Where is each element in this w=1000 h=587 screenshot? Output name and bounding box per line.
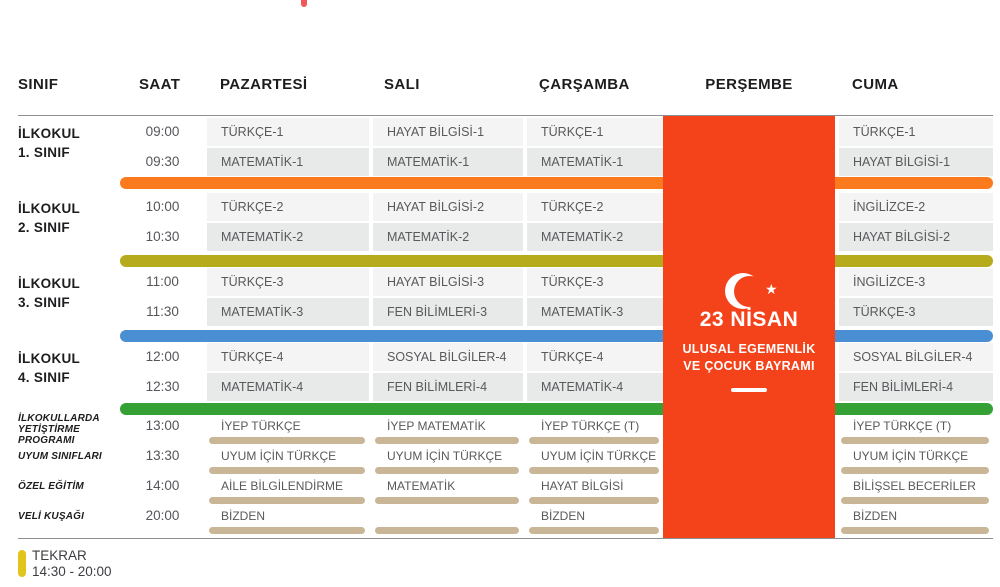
day-header-sali: SALI xyxy=(384,76,420,93)
group-label xyxy=(18,274,128,312)
time-cell: 09:30 xyxy=(145,154,180,169)
star-glyph: ★ xyxy=(765,281,778,297)
group-label-line: 2. SINIF xyxy=(18,220,70,235)
lesson-cell: HAYAT BİLGİSİ-1 xyxy=(373,118,523,146)
group-label-line: İLKOKUL xyxy=(18,126,81,141)
banner-subtitle-line2: VE ÇOCUK BAYRAMI xyxy=(683,359,815,373)
repeat-underline-bar xyxy=(841,497,989,504)
program-label-line: UYUM SINIFLARI xyxy=(18,451,102,462)
lesson-cell: TÜRKÇE-1 xyxy=(527,118,663,146)
lesson-cell xyxy=(373,505,523,527)
lesson-cell: MATEMATİK-1 xyxy=(373,148,523,176)
lesson-cell: HAYAT BİLGİSİ-3 xyxy=(373,268,523,296)
group-label-line: 3. SINIF xyxy=(18,295,70,310)
time-cell: 09:00 xyxy=(145,124,180,139)
banner-dash xyxy=(731,388,767,392)
legend-time-range: 14:30 - 20:00 xyxy=(32,564,112,579)
time-cell: 11:00 xyxy=(146,274,179,289)
group-label xyxy=(18,124,128,162)
day-header-carsamba: ÇARŞAMBA xyxy=(539,76,630,93)
lesson-cell: TÜRKÇE-3 xyxy=(527,268,663,296)
lesson-cell: MATEMATİK xyxy=(387,479,456,493)
group-label-line: 4. SINIF xyxy=(18,370,70,385)
legend-color-swatch xyxy=(18,550,26,577)
lesson-cell: MATEMATİK-2 xyxy=(373,223,523,251)
lesson-cell: MATEMATİK-4 xyxy=(527,373,663,401)
lesson-cell: İNGİLİZCE-2 xyxy=(839,193,993,221)
logo-remnant-icon xyxy=(301,0,307,7)
lesson-cell: HAYAT BİLGİSİ xyxy=(541,479,624,493)
repeat-underline-bar xyxy=(209,527,365,534)
group-divider-bar xyxy=(120,255,993,267)
lesson-cell: HAYAT BİLGİSİ-1 xyxy=(839,148,993,176)
banner-subtitle-line1: ULUSAL EGEMENLİK xyxy=(682,342,816,356)
footer-divider-line xyxy=(18,538,993,539)
day-header-pazartesi: PAZARTESİ xyxy=(220,76,308,93)
lesson-cell: FEN BİLİMLERİ-4 xyxy=(839,373,993,401)
lesson-cell: UYUM İÇİN TÜRKÇE xyxy=(221,449,337,463)
lesson-cell: İYEP MATEMATİK xyxy=(387,419,486,433)
lesson-cell: MATEMATİK-2 xyxy=(527,223,663,251)
lesson-cell: İYEP TÜRKÇE (T) xyxy=(853,419,952,433)
repeat-underline-bar xyxy=(841,527,989,534)
time-cell: 20:00 xyxy=(145,508,180,523)
lesson-cell: MATEMATİK-4 xyxy=(207,373,369,401)
lesson-cell: BİZDEN xyxy=(853,509,898,523)
column-header-sinif: SINIF xyxy=(18,76,59,93)
repeat-underline-bar xyxy=(375,497,519,504)
lesson-cell: BİZDEN xyxy=(541,509,586,523)
legend-label: TEKRAR xyxy=(32,548,87,563)
lesson-cell: İYEP TÜRKÇE xyxy=(221,419,301,433)
lesson-cell: UYUM İÇİN TÜRKÇE xyxy=(541,449,657,463)
group-divider-bar xyxy=(120,330,993,342)
lesson-cell: SOSYAL BİLGİLER-4 xyxy=(839,343,993,371)
day-header-cuma: CUMA xyxy=(852,76,899,93)
group-label xyxy=(18,349,128,387)
time-cell: 10:00 xyxy=(145,199,180,214)
lesson-cell: HAYAT BİLGİSİ-2 xyxy=(839,223,993,251)
lesson-cell: TÜRKÇE-3 xyxy=(207,268,369,296)
group-label-line: İLKOKUL xyxy=(18,276,81,291)
time-cell: 13:00 xyxy=(145,418,180,433)
program-label-line: VELİ KUŞAĞI xyxy=(18,511,85,522)
group-label-line: 1. SINIF xyxy=(18,145,70,160)
program-label xyxy=(18,413,133,446)
repeat-underline-bar xyxy=(529,527,659,534)
lesson-cell: AİLE BİLGİLENDİRME xyxy=(221,479,344,493)
lesson-cell: MATEMATİK-1 xyxy=(527,148,663,176)
time-cell: 12:30 xyxy=(145,379,180,394)
lesson-cell: UYUM İÇİN TÜRKÇE xyxy=(387,449,503,463)
repeat-underline-bar xyxy=(841,467,989,474)
lesson-cell: SOSYAL BİLGİLER-4 xyxy=(373,343,523,371)
program-label-line: YETİŞTİRME PROGRAMI xyxy=(18,424,81,446)
group-divider-bar xyxy=(120,177,993,189)
repeat-underline-bar xyxy=(375,437,519,444)
time-cell: 11:30 xyxy=(146,304,179,319)
lesson-cell: MATEMATİK-1 xyxy=(207,148,369,176)
repeat-underline-bar xyxy=(529,467,659,474)
lesson-cell: FEN BİLİMLERİ-3 xyxy=(373,298,523,326)
repeat-underline-bar xyxy=(209,497,365,504)
group-label xyxy=(18,199,128,237)
lesson-cell: TÜRKÇE-4 xyxy=(527,343,663,371)
lesson-cell: TÜRKÇE-3 xyxy=(839,298,993,326)
group-divider-bar xyxy=(120,403,993,415)
lesson-cell: BİZDEN xyxy=(221,509,266,523)
lesson-cell: MATEMATİK-2 xyxy=(207,223,369,251)
lesson-cell: UYUM İÇİN TÜRKÇE xyxy=(853,449,969,463)
group-label-line: İLKOKUL xyxy=(18,201,81,216)
lesson-cell: TÜRKÇE-1 xyxy=(207,118,369,146)
banner-title: 23 NİSAN xyxy=(699,308,799,331)
lesson-cell: İNGİLİZCE-3 xyxy=(839,268,993,296)
time-cell: 10:30 xyxy=(145,229,180,244)
lesson-cell: TÜRKÇE-2 xyxy=(207,193,369,221)
lesson-cell: İYEP TÜRKÇE (T) xyxy=(541,419,640,433)
program-label-line: ÖZEL EĞİTİM xyxy=(18,481,84,492)
repeat-underline-bar xyxy=(375,527,519,534)
lesson-cell: HAYAT BİLGİSİ-2 xyxy=(373,193,523,221)
lesson-cell: TÜRKÇE-2 xyxy=(527,193,663,221)
lesson-cell: TÜRKÇE-1 xyxy=(839,118,993,146)
lesson-cell: TÜRKÇE-4 xyxy=(207,343,369,371)
program-label xyxy=(18,481,133,492)
time-cell: 13:30 xyxy=(145,448,180,463)
repeat-underline-bar xyxy=(529,437,659,444)
header-divider-line xyxy=(18,115,993,116)
lesson-cell: MATEMATİK-3 xyxy=(207,298,369,326)
repeat-underline-bar xyxy=(209,467,365,474)
group-label-line: İLKOKUL xyxy=(18,351,81,366)
repeat-underline-bar xyxy=(209,437,365,444)
time-cell: 14:00 xyxy=(145,478,180,493)
time-cell: 12:00 xyxy=(145,349,180,364)
repeat-underline-bar xyxy=(375,467,519,474)
lesson-cell: MATEMATİK-3 xyxy=(527,298,663,326)
repeat-underline-bar xyxy=(841,437,989,444)
holiday-banner xyxy=(663,116,835,538)
program-label xyxy=(18,451,133,462)
program-label-line: İLKOKULLARDA xyxy=(18,413,100,424)
column-header-saat: SAAT xyxy=(139,76,181,93)
day-header-persembe: PERŞEMBE xyxy=(705,76,793,93)
repeat-underline-bar xyxy=(529,497,659,504)
lesson-cell: BİLİŞSEL BECERİLER xyxy=(853,479,976,493)
lesson-cell: FEN BİLİMLERİ-4 xyxy=(373,373,523,401)
program-label xyxy=(18,511,133,522)
